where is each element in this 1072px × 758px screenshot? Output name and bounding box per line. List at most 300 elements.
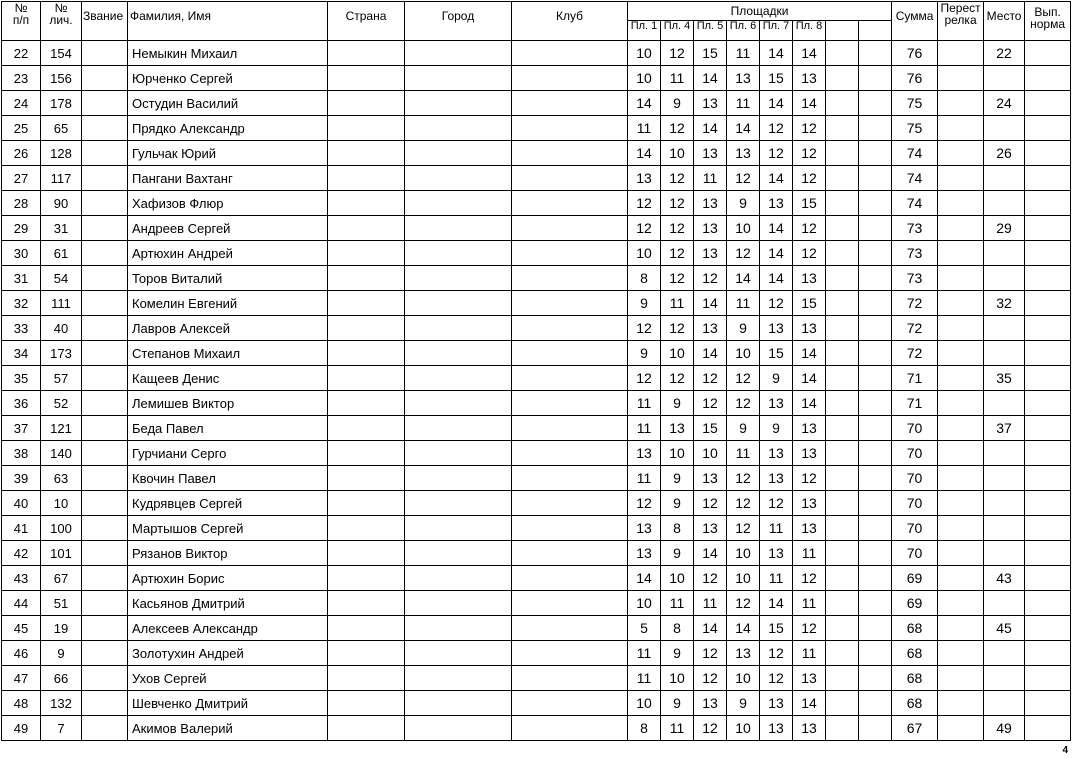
cell-platform-score: 14 [694, 66, 727, 91]
cell-city [405, 66, 512, 91]
cell-platform-score: 11 [793, 541, 826, 566]
cell-place [984, 641, 1025, 666]
cell-shootoff [938, 541, 984, 566]
cell-country [328, 641, 405, 666]
cell-platform-empty [859, 441, 892, 466]
cell-club [512, 641, 628, 666]
cell-platform-empty [859, 416, 892, 441]
cell-platform-score: 13 [793, 266, 826, 291]
cell-sum: 68 [892, 666, 938, 691]
cell-rank [82, 416, 128, 441]
cell-platform-score: 13 [727, 66, 760, 91]
cell-place [984, 116, 1025, 141]
cell-place [984, 266, 1025, 291]
cell-norm [1025, 191, 1071, 216]
col-header-platform [760, 21, 793, 41]
cell-country [328, 441, 405, 466]
cell-platform-score: 12 [727, 166, 760, 191]
cell-platform-score: 13 [760, 391, 793, 416]
cell-platform-score: 9 [727, 691, 760, 716]
cell-platform-score: 14 [793, 41, 826, 66]
cell-sum: 76 [892, 66, 938, 91]
cell-license: 140 [41, 441, 82, 466]
cell-platform-empty [859, 166, 892, 191]
cell-platform-score: 12 [694, 366, 727, 391]
cell-platform-score: 12 [661, 41, 694, 66]
cell-platform-score: 11 [727, 291, 760, 316]
col-header-club: Клуб [512, 2, 628, 41]
cell-number: 26 [2, 141, 41, 166]
cell-license: 90 [41, 191, 82, 216]
cell-norm [1025, 91, 1071, 116]
cell-platform-score: 13 [661, 416, 694, 441]
cell-name: Остудин Василий [128, 91, 328, 116]
cell-number: 35 [2, 366, 41, 391]
cell-platform-empty [859, 516, 892, 541]
cell-name: Алексеев Александр [128, 616, 328, 641]
cell-license: 19 [41, 616, 82, 641]
cell-platform-score: 13 [694, 466, 727, 491]
cell-platform-empty [826, 66, 859, 91]
cell-platform-empty [826, 616, 859, 641]
cell-number: 22 [2, 41, 41, 66]
cell-sum: 73 [892, 266, 938, 291]
cell-platform-score: 13 [793, 316, 826, 341]
cell-platform-score: 14 [793, 366, 826, 391]
table-row [2, 491, 1071, 516]
cell-platform-score: 13 [793, 516, 826, 541]
cell-platform-empty [859, 116, 892, 141]
cell-platform-empty [826, 191, 859, 216]
cell-platform-score: 11 [628, 641, 661, 666]
cell-license: 63 [41, 466, 82, 491]
cell-license: 121 [41, 416, 82, 441]
cell-platform-score: 14 [727, 116, 760, 141]
cell-club [512, 591, 628, 616]
cell-platform-score: 12 [793, 166, 826, 191]
cell-city [405, 316, 512, 341]
cell-platform-score: 11 [661, 291, 694, 316]
cell-number: 41 [2, 516, 41, 541]
table-row [2, 291, 1071, 316]
cell-country [328, 291, 405, 316]
cell-name: Немыкин Михаил [128, 41, 328, 66]
cell-shootoff [938, 41, 984, 66]
cell-city [405, 291, 512, 316]
cell-name: Золотухин Андрей [128, 641, 328, 666]
cell-platform-score: 13 [793, 416, 826, 441]
col-header-shootoff [938, 2, 984, 41]
cell-platform-empty [826, 141, 859, 166]
cell-platform-score: 9 [727, 316, 760, 341]
cell-platform-score: 14 [793, 341, 826, 366]
cell-sum: 70 [892, 491, 938, 516]
cell-norm [1025, 216, 1071, 241]
cell-country [328, 216, 405, 241]
cell-number: 30 [2, 241, 41, 266]
cell-country [328, 616, 405, 641]
cell-number: 47 [2, 666, 41, 691]
cell-platform-score: 11 [694, 591, 727, 616]
cell-platform-score: 11 [727, 41, 760, 66]
cell-country [328, 91, 405, 116]
cell-rank [82, 341, 128, 366]
cell-sum: 71 [892, 366, 938, 391]
cell-number: 33 [2, 316, 41, 341]
cell-platform-empty [826, 391, 859, 416]
cell-platform-score: 11 [661, 716, 694, 741]
cell-city [405, 241, 512, 266]
cell-rank [82, 191, 128, 216]
cell-platform-score: 14 [628, 91, 661, 116]
cell-rank [82, 466, 128, 491]
cell-name: Рязанов Виктор [128, 541, 328, 566]
cell-place [984, 666, 1025, 691]
cell-club [512, 491, 628, 516]
cell-shootoff [938, 116, 984, 141]
cell-platform-score: 11 [793, 641, 826, 666]
cell-city [405, 566, 512, 591]
cell-platform-score: 10 [661, 141, 694, 166]
cell-norm [1025, 66, 1071, 91]
cell-place: 22 [984, 41, 1025, 66]
cell-platform-score: 12 [661, 316, 694, 341]
cell-platform-empty [859, 641, 892, 666]
cell-platform-score: 14 [760, 591, 793, 616]
cell-rank [82, 266, 128, 291]
cell-rank [82, 566, 128, 591]
cell-norm [1025, 41, 1071, 66]
cell-shootoff [938, 241, 984, 266]
cell-platform-score: 9 [661, 466, 694, 491]
cell-shootoff [938, 416, 984, 441]
cell-platform-empty [826, 116, 859, 141]
cell-rank [82, 691, 128, 716]
cell-city [405, 491, 512, 516]
col-header-platform [694, 21, 727, 41]
cell-sum: 74 [892, 166, 938, 191]
cell-number: 44 [2, 591, 41, 616]
table-row [2, 591, 1071, 616]
cell-sum: 69 [892, 566, 938, 591]
cell-place [984, 491, 1025, 516]
col-header-number-line2: п/п [12, 13, 30, 27]
cell-city [405, 116, 512, 141]
table-row [2, 116, 1071, 141]
table-row [2, 216, 1071, 241]
cell-platform-score: 11 [628, 416, 661, 441]
cell-name: Андреев Сергей [128, 216, 328, 241]
cell-norm [1025, 291, 1071, 316]
cell-club [512, 366, 628, 391]
cell-shootoff [938, 591, 984, 616]
cell-norm [1025, 266, 1071, 291]
cell-license: 65 [41, 116, 82, 141]
cell-shootoff [938, 216, 984, 241]
cell-platform-score: 12 [793, 616, 826, 641]
cell-city [405, 166, 512, 191]
cell-name: Хафизов Флюр [128, 191, 328, 216]
cell-platform-score: 10 [628, 41, 661, 66]
cell-license: 31 [41, 216, 82, 241]
cell-platform-score: 15 [694, 416, 727, 441]
cell-sum: 72 [892, 341, 938, 366]
cell-city [405, 516, 512, 541]
cell-place [984, 191, 1025, 216]
cell-platform-empty [826, 491, 859, 516]
cell-platform-score: 14 [793, 691, 826, 716]
cell-platform-score: 12 [694, 666, 727, 691]
cell-platform-score: 13 [760, 541, 793, 566]
cell-sum: 70 [892, 516, 938, 541]
cell-platform-score: 15 [694, 41, 727, 66]
cell-sum: 75 [892, 91, 938, 116]
cell-club [512, 566, 628, 591]
cell-country [328, 366, 405, 391]
cell-place: 49 [984, 716, 1025, 741]
cell-country [328, 391, 405, 416]
cell-license: 57 [41, 366, 82, 391]
cell-platform-score: 12 [661, 191, 694, 216]
cell-platform-empty [826, 466, 859, 491]
cell-norm [1025, 691, 1071, 716]
table-row [2, 166, 1071, 191]
cell-name: Степанов Михаил [128, 341, 328, 366]
cell-number: 39 [2, 466, 41, 491]
cell-platform-empty [826, 91, 859, 116]
cell-rank [82, 41, 128, 66]
cell-platform-score: 14 [760, 166, 793, 191]
cell-city [405, 716, 512, 741]
table-row [2, 366, 1071, 391]
cell-club [512, 616, 628, 641]
table-row [2, 41, 1071, 66]
cell-rank [82, 391, 128, 416]
cell-platform-score: 13 [694, 91, 727, 116]
cell-license: 128 [41, 141, 82, 166]
cell-platform-score: 12 [694, 566, 727, 591]
cell-number: 24 [2, 91, 41, 116]
cell-platform-score: 12 [760, 491, 793, 516]
cell-platform-score: 10 [661, 441, 694, 466]
cell-norm [1025, 416, 1071, 441]
col-header-number-line1: № [14, 1, 28, 15]
cell-platform-score: 13 [760, 316, 793, 341]
cell-norm [1025, 541, 1071, 566]
cell-platform-score: 14 [760, 241, 793, 266]
cell-shootoff [938, 91, 984, 116]
cell-shootoff [938, 341, 984, 366]
col-header-platform-label: Пл. 6 [729, 20, 757, 32]
cell-country [328, 691, 405, 716]
cell-platform-score: 9 [760, 416, 793, 441]
cell-rank [82, 241, 128, 266]
cell-place: 29 [984, 216, 1025, 241]
cell-club [512, 116, 628, 141]
cell-number: 49 [2, 716, 41, 741]
table-row [2, 266, 1071, 291]
cell-country [328, 41, 405, 66]
cell-platform-score: 10 [628, 691, 661, 716]
cell-platform-empty [859, 241, 892, 266]
cell-rank [82, 491, 128, 516]
cell-country [328, 516, 405, 541]
cell-norm [1025, 366, 1071, 391]
col-header-country: Страна [328, 2, 405, 41]
cell-place [984, 341, 1025, 366]
cell-platform-score: 14 [628, 566, 661, 591]
cell-platform-score: 11 [793, 591, 826, 616]
cell-place: 32 [984, 291, 1025, 316]
cell-name: Мартышов Сергей [128, 516, 328, 541]
col-header-platform [793, 21, 826, 41]
cell-platform-score: 15 [793, 291, 826, 316]
cell-country [328, 491, 405, 516]
cell-club [512, 166, 628, 191]
cell-rank [82, 591, 128, 616]
cell-platform-score: 11 [727, 91, 760, 116]
cell-norm [1025, 466, 1071, 491]
cell-sum: 73 [892, 241, 938, 266]
cell-platform-empty [859, 291, 892, 316]
cell-norm [1025, 166, 1071, 191]
cell-platform-empty [826, 266, 859, 291]
table-row [2, 141, 1071, 166]
table-row [2, 666, 1071, 691]
cell-platform-score: 13 [694, 241, 727, 266]
cell-place [984, 66, 1025, 91]
cell-rank [82, 291, 128, 316]
cell-city [405, 641, 512, 666]
cell-platform-empty [859, 566, 892, 591]
cell-place: 37 [984, 416, 1025, 441]
cell-platform-score: 14 [760, 266, 793, 291]
cell-rank [82, 716, 128, 741]
cell-shootoff [938, 316, 984, 341]
cell-norm [1025, 391, 1071, 416]
cell-shootoff [938, 516, 984, 541]
cell-platform-empty [859, 691, 892, 716]
cell-platform-score: 12 [793, 466, 826, 491]
cell-shootoff [938, 616, 984, 641]
cell-country [328, 191, 405, 216]
cell-platform-score: 10 [628, 66, 661, 91]
cell-number: 28 [2, 191, 41, 216]
table-row [2, 466, 1071, 491]
cell-platform-score: 11 [628, 116, 661, 141]
cell-place [984, 591, 1025, 616]
cell-platform-score: 12 [694, 641, 727, 666]
cell-country [328, 241, 405, 266]
cell-norm [1025, 516, 1071, 541]
cell-platform-score: 9 [727, 416, 760, 441]
cell-shootoff [938, 66, 984, 91]
cell-license: 7 [41, 716, 82, 741]
cell-platform-score: 12 [727, 516, 760, 541]
cell-place [984, 316, 1025, 341]
cell-place: 26 [984, 141, 1025, 166]
cell-name: Гурчиани Серго [128, 441, 328, 466]
cell-shootoff [938, 566, 984, 591]
cell-shootoff [938, 466, 984, 491]
cell-platform-score: 12 [727, 391, 760, 416]
col-header-license-line2: лич. [49, 13, 73, 27]
cell-sum: 74 [892, 191, 938, 216]
cell-license: 51 [41, 591, 82, 616]
cell-country [328, 416, 405, 441]
table-row [2, 541, 1071, 566]
cell-platform-empty [859, 616, 892, 641]
cell-club [512, 716, 628, 741]
cell-license: 61 [41, 241, 82, 266]
cell-platform-score: 12 [760, 641, 793, 666]
cell-shootoff [938, 666, 984, 691]
cell-platform-score: 11 [661, 591, 694, 616]
cell-platform-score: 12 [694, 491, 727, 516]
cell-club [512, 391, 628, 416]
table-row [2, 441, 1071, 466]
cell-norm [1025, 141, 1071, 166]
cell-platform-empty [859, 466, 892, 491]
cell-name: Квочин Павел [128, 466, 328, 491]
cell-platform-score: 10 [727, 341, 760, 366]
cell-sum: 70 [892, 441, 938, 466]
cell-place [984, 466, 1025, 491]
cell-rank [82, 641, 128, 666]
col-header-norm-line1: Вып. [1034, 5, 1061, 19]
cell-name: Артюхин Андрей [128, 241, 328, 266]
cell-country [328, 666, 405, 691]
cell-rank [82, 516, 128, 541]
cell-number: 37 [2, 416, 41, 441]
cell-platform-score: 10 [727, 716, 760, 741]
cell-club [512, 216, 628, 241]
col-header-platform-label: Пл. 5 [696, 20, 724, 32]
cell-platform-score: 13 [760, 466, 793, 491]
cell-license: 156 [41, 66, 82, 91]
cell-country [328, 166, 405, 191]
cell-platform-score: 15 [760, 66, 793, 91]
cell-platform-empty [826, 591, 859, 616]
cell-club [512, 416, 628, 441]
cell-platform-score: 15 [793, 191, 826, 216]
col-header-license [41, 2, 82, 41]
cell-city [405, 191, 512, 216]
cell-platform-score: 10 [727, 666, 760, 691]
cell-platform-score: 14 [760, 91, 793, 116]
cell-sum: 74 [892, 141, 938, 166]
table-row [2, 616, 1071, 641]
cell-place [984, 541, 1025, 566]
col-header-platform-label: Пл. 7 [762, 20, 790, 32]
cell-city [405, 591, 512, 616]
cell-norm [1025, 241, 1071, 266]
cell-norm [1025, 116, 1071, 141]
cell-norm [1025, 441, 1071, 466]
cell-club [512, 516, 628, 541]
cell-platform-score: 13 [793, 666, 826, 691]
cell-platform-empty [859, 191, 892, 216]
cell-number: 34 [2, 341, 41, 366]
cell-platform-score: 9 [661, 541, 694, 566]
cell-platform-score: 14 [760, 216, 793, 241]
cell-platform-score: 14 [694, 291, 727, 316]
cell-platform-score: 12 [628, 191, 661, 216]
cell-platform-score: 14 [694, 116, 727, 141]
cell-shootoff [938, 366, 984, 391]
cell-platform-score: 13 [793, 491, 826, 516]
cell-platform-score: 12 [694, 391, 727, 416]
